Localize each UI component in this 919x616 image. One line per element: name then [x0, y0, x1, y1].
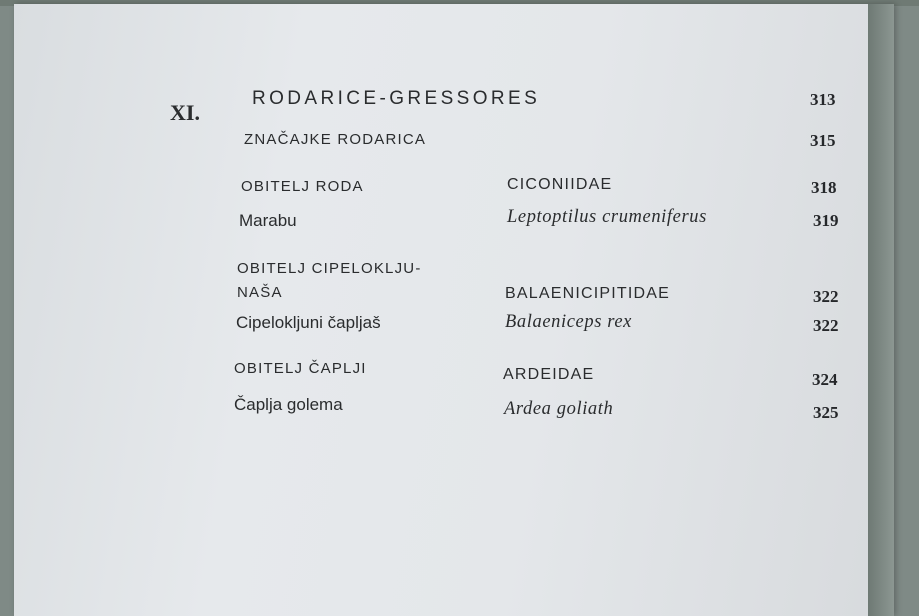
family-label: OBITELJ CIPELOKLJU- — [237, 260, 422, 277]
family-latin-name: BALAENICIPITIDAE — [505, 285, 671, 302]
page-edge — [868, 4, 894, 616]
species-page-number: 325 — [813, 403, 839, 422]
family-page-number: 324 — [812, 370, 838, 389]
features-page-number: 315 — [810, 131, 836, 150]
species-name: Čaplja golema — [234, 395, 343, 414]
species-latin-name: Leptoptilus crumeniferus — [507, 207, 707, 227]
family-latin-name: ARDEIDAE — [503, 366, 595, 383]
species-page-number: 322 — [813, 316, 839, 335]
species-name: Marabu — [239, 211, 297, 230]
family-page-number: 322 — [813, 287, 839, 306]
chapter-title: RODARICE-GRESSORES — [252, 88, 541, 109]
species-latin-name: Balaeniceps rex — [505, 312, 632, 332]
family-latin-name: CICONIIDAE — [507, 176, 613, 193]
family-label-continuation: NAŠA — [237, 284, 283, 301]
family-page-number: 318 — [811, 178, 837, 197]
features-label: ZNAČAJKE RODARICA — [244, 131, 427, 148]
species-name: Cipelokljuni čapljaš — [236, 313, 381, 332]
chapter-page-number: 313 — [810, 90, 836, 109]
family-label: OBITELJ ČAPLJI — [234, 360, 367, 377]
chapter-number: XI. — [170, 100, 200, 125]
family-label: OBITELJ RODA — [241, 178, 364, 195]
book-page — [14, 4, 894, 616]
species-latin-name: Ardea goliath — [504, 399, 614, 419]
species-page-number: 319 — [813, 211, 839, 230]
